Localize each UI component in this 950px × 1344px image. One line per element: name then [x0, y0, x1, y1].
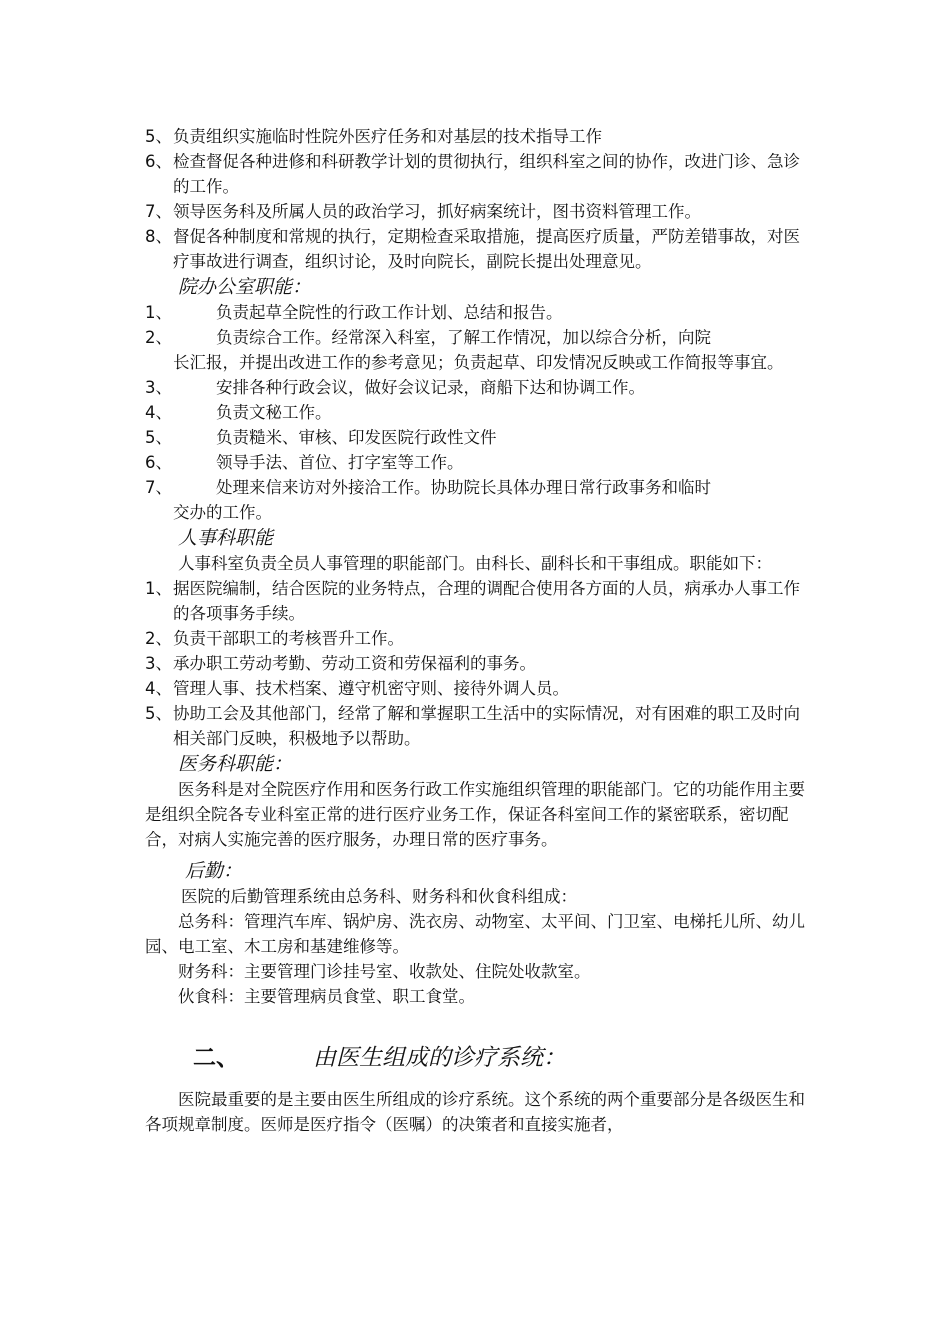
office-heading: 院办公室职能： [178, 276, 312, 298]
item-text: 协助工会及其他部门，经常了解和掌握职工生活中的实际情况，对有困难的职工及时向相关部门反映，积极地予以帮助。 [173, 704, 800, 748]
item-text: 领导医务科及所属人员的政治学习，抓好病案统计，图书资料管理工作。 [173, 202, 701, 221]
list-item [145, 676, 810, 701]
list-item [145, 400, 810, 425]
item-number: 5、 [145, 127, 172, 146]
list-item [145, 224, 810, 274]
personnel-heading: 人事科职能 [178, 527, 274, 549]
item-number: 7、 [145, 478, 172, 497]
item-number: 6、 [145, 152, 172, 171]
medical-heading: 医务科职能： [178, 753, 293, 775]
list-item [145, 425, 810, 450]
item-number: 5、 [145, 704, 172, 723]
logistics-food: 伙食科：主要管理病员食堂、职工食堂。 [178, 987, 475, 1006]
item-text: 领导手法、首位、打字室等工作。 [216, 453, 464, 472]
item-text: 负责综合工作。经常深入科室，了解工作情况，加以综合分析，向院 [216, 328, 711, 347]
item-number: 3、 [145, 654, 172, 673]
list-item [145, 576, 810, 626]
section-heading [145, 1043, 810, 1073]
item-number: 1、 [145, 579, 172, 598]
list-item [145, 626, 810, 651]
logistics-heading: 后勤： [185, 860, 243, 882]
item-number: 5、 [145, 428, 172, 447]
item-text: 检查督促各种进修和科研教学计划的贯彻执行，组织科室之间的协作，改进门诊、急诊的工作。 [173, 152, 800, 196]
item-number: 4、 [145, 403, 172, 422]
list-item [145, 300, 810, 325]
item-text: 负责糙米、审核、印发医院行政性文件 [216, 428, 497, 447]
list-item [145, 124, 810, 149]
list-item [145, 325, 810, 375]
item-number: 6、 [145, 453, 172, 472]
personnel-intro: 人事科室负责全员人事管理的职能部门。由科长、副科长和干事组成。职能如下： [178, 554, 772, 573]
office-duties-list [145, 300, 810, 525]
item-text: 督促各种制度和常规的执行，定期检查采取措施，提高医疗质量，严防差错事故，对医疗事故进行调查，组织讨论，及时向院长，副院长提出处理意见。 [173, 227, 800, 271]
medical-intro: 医务科是对全院医疗作用和医务行政工作实施组织管理的职能部门。它的功能作用主要是组织全院各专业科室正常的进行医疗业务工作，保证各科室间工作的紧密联系，密切配合，对病人实施完善的医疗服务，办理日常的医疗事务。 [145, 780, 805, 849]
item-number: 2、 [145, 328, 172, 347]
item-text: 承办职工劳动考勤、劳动工资和劳保福利的事务。 [173, 654, 536, 673]
section-number: 二、 [193, 1045, 239, 1071]
item-number: 8、 [145, 227, 172, 246]
list-item [145, 375, 810, 400]
logistics-finance: 财务科：主要管理门诊挂号室、收款处、住院处收款室。 [178, 962, 591, 981]
item-text: 负责文秘工作。 [216, 403, 332, 422]
list-item [145, 149, 810, 199]
logistics-intro: 医院的后勤管理系统由总务科、财务科和伙食科组成： [181, 887, 577, 906]
list-item [145, 475, 810, 525]
section-paragraph: 医院最重要的是主要由医生所组成的诊疗系统。这个系统的两个重要部分是各级医生和各项规章制度。医师是医疗指令（医嘱）的决策者和直接实施者， [145, 1090, 805, 1134]
item-number: 4、 [145, 679, 172, 698]
item-text: 负责干部职工的考核晋升工作。 [173, 629, 404, 648]
document-body [145, 124, 810, 1137]
item-number: 3、 [145, 378, 172, 397]
list-item [145, 199, 810, 224]
item-text-continued: 长汇报，并提出改进工作的参考意见；负责起草、印发情况反映或工作简报等事宜。 [173, 353, 784, 372]
list-item [145, 450, 810, 475]
logistics-general-affairs: 总务科：管理汽车库、锅炉房、洗衣房、动物室、太平间、门卫室、电梯托儿所、幼儿园、电工室、木工房和基建维修等。 [145, 912, 805, 956]
item-number: 1、 [145, 303, 172, 322]
section-title: 由医生组成的诊疗系统： [313, 1045, 566, 1071]
item-text: 处理来信来访对外接洽工作。协助院长具体办理日常行政事务和临时 [216, 478, 711, 497]
personnel-duties-list [145, 576, 810, 751]
list-item [145, 651, 810, 676]
item-text: 负责组织实施临时性院外医疗任务和对基层的技术指导工作 [173, 127, 602, 146]
list-item [145, 701, 810, 751]
item-text: 负责起草全院性的行政工作计划、总结和报告。 [216, 303, 563, 322]
item-number: 2、 [145, 629, 172, 648]
item-text: 据医院编制，结合医院的业务特点，合理的调配合使用各方面的人员，病承办人事工作的各项事务手续。 [173, 579, 800, 623]
item-number: 7、 [145, 202, 172, 221]
item-text: 管理人事、技术档案、遵守机密守则、接待外调人员。 [173, 679, 569, 698]
item-text-continued: 交办的工作。 [173, 503, 272, 522]
item-text: 安排各种行政会议，做好会议记录，商船下达和协调工作。 [216, 378, 645, 397]
duties-list-continued [145, 124, 810, 274]
